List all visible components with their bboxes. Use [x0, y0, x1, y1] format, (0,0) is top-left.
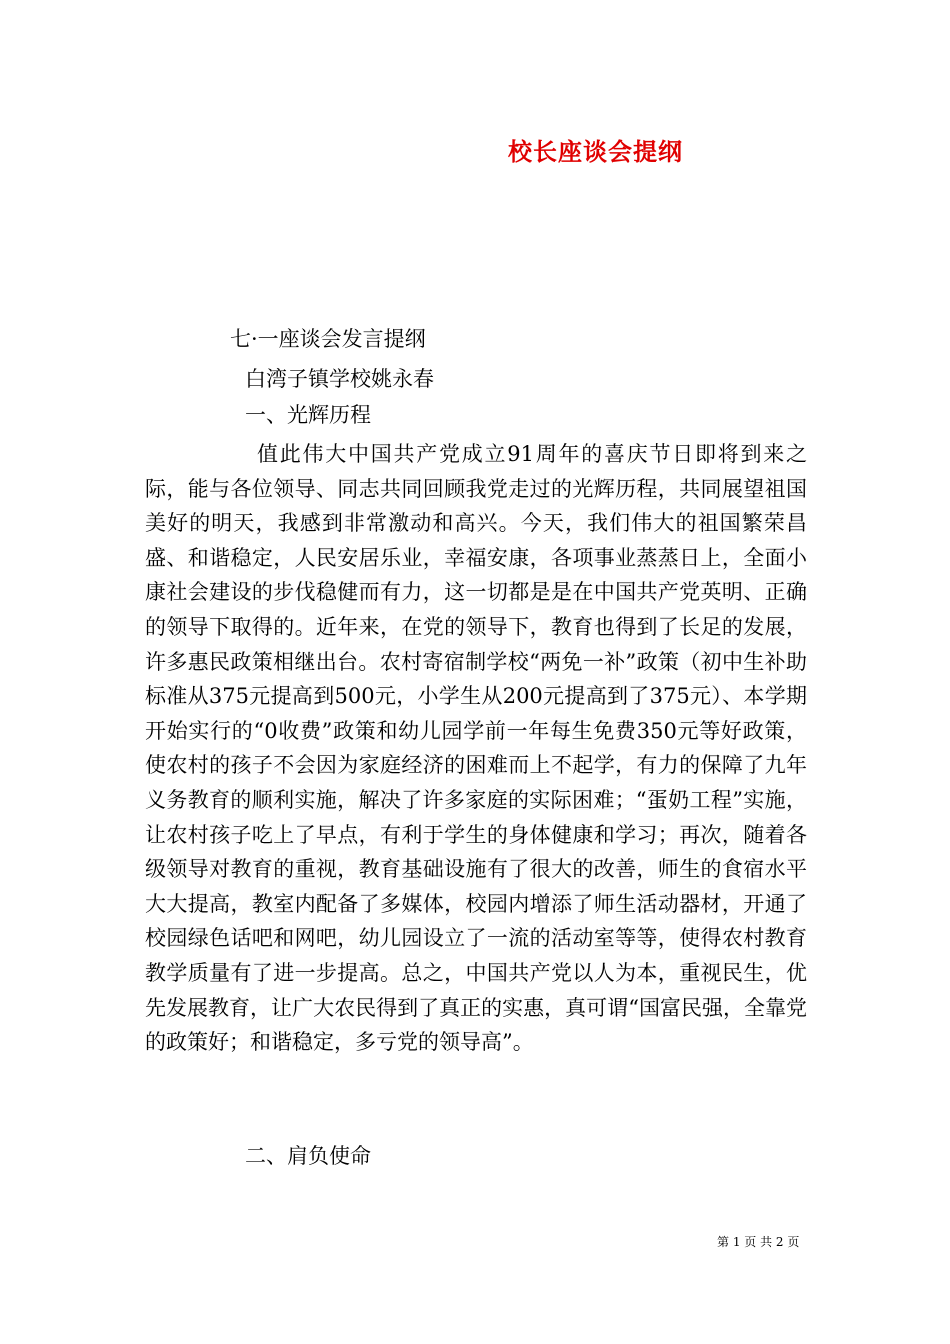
author-line: 白湾子镇学校姚永春 — [245, 367, 434, 391]
document-title: 校长座谈会提纲 — [508, 137, 683, 166]
page-footer: 第 1 页 共 2 页 — [717, 1235, 800, 1249]
section-heading-2: 二、肩负使命 — [245, 1144, 371, 1168]
section-1-body: 值此伟大中国共产党成立91周年的喜庆节日即将到来之际，能与各位领导、同志共同回顾我党走过的光辉历程，共同展望祖国美好的明天，我感到非常激动和高兴。今天，我们伟大的祖国繁荣昌盛、和谐稳定，人民安居乐业，幸福安康，各项事业蒸蒸日上，全面小康社会建设的步伐稳健而有力，这一切都是是在中国共产党英明、正确的领导下取得的。近年来，在党的领导下，教育也得到了长足的发展，许多惠民政策相继出台。农村寄宿制学校“两免一补”政策（初中生补助标准从375元提高到500元，小学生从200元提高到了375元）、本学期开始实行的“0收费”政策和幼儿园学前一年每生免费350元等好政策，使农村的孩子不会因为家庭经济的困难而上不起学，有力的保障了九年义务教育的顺利实施，解决了许多家庭的实际困难；“蛋奶工程”实施，让农村孩子吃上了早点，有利于学生的身体健康和学习；再次，随着各级领导对教育的重视，教育基础设施有了很大的改善，师生的食宿水平大大提高，教室内配备了多媒体，校园内增添了师生活动器材，开通了校园绿色话吧和网吧，幼儿园设立了一流的活动室等等，使得农村教育教学质量有了进一步提高。总之，中国共产党以人为本，重视民生，优先发展教育，让广大农民得到了真正的实惠，真可谓“国富民强，全靠党的政策好；和谐稳定，多亏党的领导高”。 — [145, 442, 807, 1055]
speech-subtitle: 七·一座谈会发言提纲 — [230, 327, 426, 351]
section-heading-1: 一、光辉历程 — [245, 403, 371, 427]
